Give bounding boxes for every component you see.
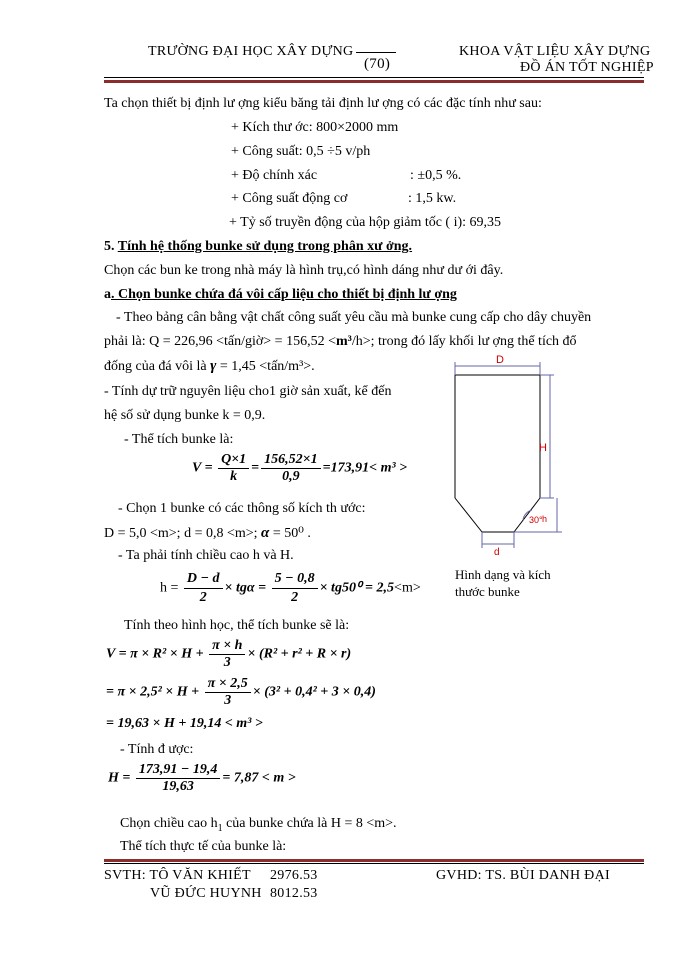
- alpha-value: = 50⁰ .: [272, 526, 311, 541]
- intro-text: Ta chọn thiết bị định lư ợng kiểu băng tải định lư ợng có các đặc tính như sau:: [104, 96, 542, 111]
- choose-dims: - Chọn 1 bunke có các thông số kích th ước:: [118, 501, 366, 516]
- choose-height-sub: 1: [217, 822, 223, 834]
- eq-volume-geom-1: [106, 638, 351, 671]
- para1-line3: [104, 357, 315, 376]
- eq4-frac: [136, 762, 220, 795]
- eq-volume-geom-3: = 19,63 × H + 19,14 < m³ >: [106, 716, 263, 731]
- section-a-heading: [104, 286, 457, 304]
- eq1-frac2: [261, 452, 320, 485]
- eq2-frac1: [184, 570, 223, 607]
- para1-line2: [104, 333, 577, 351]
- section-5-prefix: 5.: [104, 239, 118, 254]
- eq2-num2: 5 − 0,8: [272, 570, 318, 589]
- eq2-den2: 2: [291, 590, 299, 605]
- label-D: D: [496, 354, 504, 366]
- eq1-frac1: [218, 452, 249, 485]
- eq2-frac2: [272, 570, 318, 607]
- spec-accuracy: + Độ chính xác: [231, 168, 318, 183]
- footer-rule-thin: [104, 863, 644, 864]
- para2-line2: hệ số sử dụng bunke k = 0,9.: [104, 408, 266, 423]
- spec-capacity: + Công suất: 0,5 ÷5 v/ph: [231, 144, 371, 159]
- spec-gear-ratio: + Tỷ số truyền động của hộp giảm tốc ( i): 69,35: [229, 215, 502, 230]
- height-calc-label: - Ta phải tính chiều cao h và H.: [118, 548, 294, 563]
- para1-line1: - Theo bảng cân bằng vật chất công suất yêu cầu mà bunke cung cấp cho dây chuyền: [116, 310, 592, 325]
- eq4-result: = 7,87 < m >: [222, 770, 296, 786]
- eq-height-H: [108, 762, 296, 795]
- para2-line1: - Tính dự trữ nguyên liệu cho1 giờ sản xuất, kể đến: [104, 384, 392, 399]
- dims-values: D = 5,0 <m>; d = 0,8 <m>;: [104, 526, 258, 541]
- figure-caption-2: thước bunke: [455, 584, 520, 599]
- eq2-result: × tg50⁰ = 2,5: [319, 580, 395, 596]
- compute-label: - Tính đ ược:: [120, 742, 194, 757]
- eq3-l2-den: 3: [224, 693, 232, 708]
- header-rule-thin: [104, 77, 644, 78]
- eq2-lhs: h =: [160, 580, 179, 596]
- eq4-num: 173,91 − 19,4: [136, 762, 220, 779]
- spec-motor: + Công suất động cơ: [231, 191, 348, 206]
- eq2-den1: 2: [199, 590, 207, 605]
- choose-height-a: Chọn chiều cao h: [120, 816, 218, 831]
- eq-volume: V = $\frac{Q\times 1}{k}$ = $\frac{156,52\times 1}{0,9}$ =173,91< m³ >: [192, 452, 408, 484]
- eq3-l1-den: 3: [223, 655, 231, 670]
- dims-line: [104, 524, 311, 543]
- bunker-figure: [440, 350, 580, 560]
- page-number: (70): [364, 56, 391, 72]
- eq2-num1: D − d: [184, 570, 223, 589]
- eq1-num2: 156,52×1: [261, 452, 320, 469]
- eq2-mid: × tgα =: [224, 580, 267, 596]
- para1-line2-a: phải là: Q = 226,96 <tấn/giờ> = 156,52 <: [104, 334, 336, 349]
- eq-volume-geom-2: [106, 676, 376, 709]
- eq1-lhs: V =: [192, 460, 213, 476]
- section-a-title: . Chọn bunke chứa đá vôi cấp liệu cho thiết bị định lư ợng: [111, 287, 457, 302]
- label-h: h: [542, 514, 548, 524]
- page-number-overline: [356, 52, 396, 53]
- para1-line2-b: /h>; trong đó lấy khối lư ợng thể tích đổ: [351, 334, 577, 349]
- header-school: TRƯỜNG ĐẠI HỌC XÂY DỰNG: [148, 44, 354, 59]
- eq-height-h: [160, 570, 421, 607]
- gamma-symbol: γ: [210, 358, 217, 374]
- footer-svth-id: 2976.53: [270, 868, 318, 883]
- para1-line3-b: = 1,45 <tấn/m³>.: [219, 359, 315, 374]
- alpha-symbol: α: [261, 525, 270, 541]
- eq1-result: =173,91< m³ >: [322, 460, 408, 476]
- geometry-line: Tính theo hình học, thể tích bunke sẽ là:: [124, 618, 350, 633]
- bunker-cone-left: [455, 498, 482, 532]
- section-5-heading: [104, 238, 412, 256]
- label-d: d: [494, 547, 500, 558]
- spec-motor-value: : 1,5 kw.: [408, 191, 457, 206]
- choose-height-b: của bunke chứa là H = 8 <m>.: [222, 816, 397, 831]
- choose-height: [120, 815, 397, 838]
- eq3-l2-num: π × 2,5: [205, 676, 251, 693]
- footer-gvhd: GVHD: TS. BÙI DANH ĐẠI: [436, 868, 610, 883]
- header-faculty: KHOA VẬT LIỆU XÂY DỰNG: [459, 44, 651, 59]
- eq3-l2a: = π × 2,5² × H +: [106, 684, 200, 700]
- figure-caption-1: Hình dạng và kích: [455, 567, 551, 582]
- section-5-title: Tính hệ thống bunke sử dụng trong phân xư ởng.: [117, 239, 413, 254]
- eq1-den2: 0,9: [282, 469, 300, 484]
- eq4-den: 19,63: [162, 779, 194, 794]
- eq3-l1b: × (R² + r² + R × r): [247, 646, 352, 662]
- volume-label: - Thể tích bunke là:: [124, 432, 234, 447]
- eq3-frac2: [205, 676, 251, 709]
- section-a-prefix: a: [104, 287, 111, 302]
- eq3-l2b: × (3² + 0,4² + 3 × 0,4): [252, 684, 376, 700]
- eq3-frac1: [209, 638, 245, 671]
- header-project: ĐỒ ÁN TỐT NGHIỆP: [520, 60, 654, 75]
- footer-rule-thick: [104, 859, 644, 862]
- footer-student2: VŨ ĐỨC HUYNH: [150, 886, 262, 901]
- eq3-l1a: V = π × R² × H +: [106, 646, 204, 662]
- eq1-den1: k: [230, 469, 238, 484]
- header-rule-thick: [104, 80, 644, 83]
- section-5-text: Chọn các bun ke trong nhà máy là hình trụ,có hình dáng như dư ới đây.: [104, 263, 504, 278]
- actual-volume-label: Thể tích thực tế của bunke là:: [120, 839, 287, 854]
- spec-size: + Kích thư ớc: 800×2000 mm: [231, 120, 399, 135]
- para1-line3-a: đống của đá vôi là: [104, 359, 207, 374]
- spec-accuracy-value: : ±0,5 %.: [410, 168, 462, 183]
- eq2-unit: <m>: [394, 580, 421, 596]
- label-H: H: [539, 442, 547, 454]
- eq1-num1: Q×1: [218, 452, 249, 469]
- eq3-l1-num: π × h: [209, 638, 245, 655]
- footer-student2-id: 8012.53: [270, 886, 318, 901]
- footer-svth: SVTH: TÔ VĂN KHIẾT: [104, 868, 251, 883]
- bunker-outline: [455, 375, 540, 532]
- para1-line2-unit: m³: [335, 334, 352, 349]
- eq4-lhs: H =: [108, 770, 131, 786]
- label-angle: 30°: [529, 515, 543, 525]
